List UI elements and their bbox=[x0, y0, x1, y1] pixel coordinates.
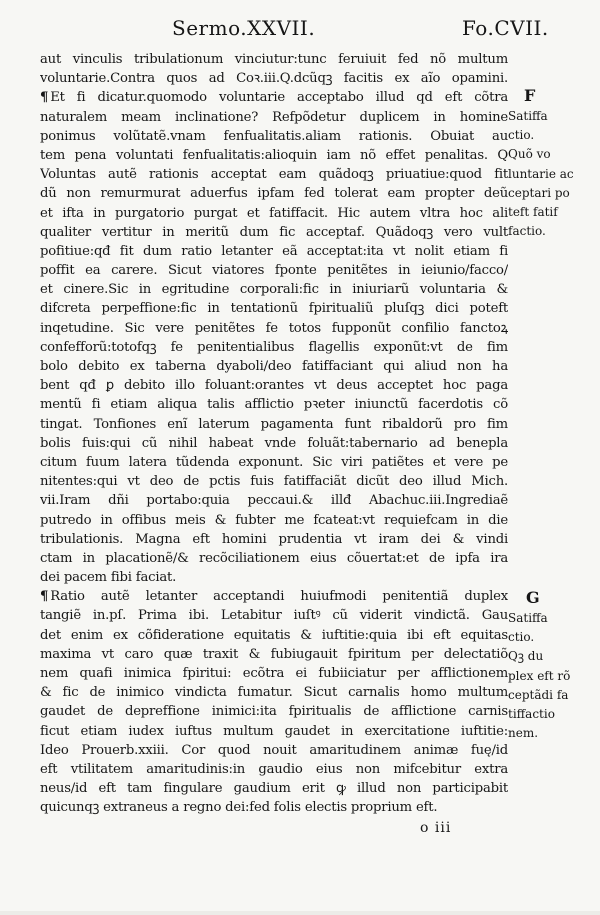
text-line bbox=[40, 88, 508, 107]
text-line: confefforũ:totofqꝫ fe penitentialibus flagellis exponũt:vt de fim bbox=[40, 339, 508, 355]
marginal-note-line: Quõ vo bbox=[508, 147, 551, 162]
text-line: ctam in placationẽ/& recõciliationem eius cõuertat:et de ipfa ira bbox=[40, 550, 508, 566]
marginal-note-line: luntarie ac bbox=[508, 166, 574, 181]
marginal-section-letter-g: G bbox=[526, 588, 540, 607]
text-line: dũ non remurmurat aduerfus ipfam fed tolerat eam propter deũ bbox=[40, 186, 508, 202]
text-line: det enim ex cõfideratione equitatis & iuftitie:quia ibi eft equitas bbox=[40, 627, 508, 643]
marginal-note-line: ceptãdi fa bbox=[508, 687, 569, 702]
text-line: tingat. Tonfiones enĩ laterum pagamenta funt ribaldorũ pro fim bbox=[40, 416, 508, 432]
text-line: tangiẽ in.pſ. Prima ibi. Letabitur iuſtꝰ cũ viderit vindictã. Gau bbox=[40, 608, 508, 624]
folio-number: Fo.CVII. bbox=[462, 16, 549, 40]
text-line: & fic de inimico vindicta fumatur. Sicut carnalis homo multum bbox=[40, 685, 508, 701]
page-header bbox=[0, 16, 600, 46]
marginal-note-line: nem. bbox=[508, 726, 539, 741]
marginal-note-f bbox=[508, 107, 578, 241]
main-text-column bbox=[40, 50, 508, 818]
text-line: pofitiue:qđ fit dum ratio letanter eã acceptat:ita vt nolit etiam fi bbox=[40, 243, 508, 259]
text-line: bolis fuis:qui cũ nihil habeat vnde foluãt:tabernario ad benepla bbox=[40, 435, 508, 451]
text-line: maxima vt caro quæ traxit & fubiugauit fpiritum per delectatiõ bbox=[40, 646, 508, 662]
text-line: neus/id eft tam fingulare gaudium erit ꝙ illud non participabit bbox=[40, 781, 508, 797]
text-line: voluntarie.Contra quos ad Coꝛ.iii.Q.dcũqꝫ facitis ex aĩo opamini. bbox=[40, 71, 508, 87]
marginal-section-letter-f: F bbox=[524, 86, 536, 105]
text-line: Ideo Prouerb.xxiii. Cor quod nouit amaritudinem animæ fuę/id bbox=[40, 742, 508, 758]
text-line: naturalem meam inclinatione? Refpõdetur duplicem in homine bbox=[40, 109, 508, 125]
marginal-note-line: Satiffa bbox=[508, 611, 548, 625]
text-line: eft vtilitatem amaritudinis:in gaudio eius non mifcebitur extra bbox=[40, 761, 508, 777]
marginal-note-line: factio. bbox=[508, 224, 546, 239]
text-line: gaudet de depreffione inimici:ita fpiritualis de afflictione carnis bbox=[40, 704, 508, 720]
marginal-note-g bbox=[508, 609, 578, 743]
text-line: qualiter vertitur in meritũ dum fic acceptaf. Quãdoqꝫ vero vult bbox=[40, 224, 508, 240]
marginal-note-line: ceptari po bbox=[508, 185, 570, 200]
text-line: tem pena voluntati fenfualitatis:alioquin iam nõ effet penalitas. Q bbox=[40, 147, 508, 163]
text-line: ponimus volũtatẽ.vnam fenfualitatis.aliam rationis. Obuiat au bbox=[40, 128, 508, 144]
pilcrow-icon: ¶ bbox=[40, 90, 49, 106]
marginal-note-line: tiffactio bbox=[508, 707, 555, 722]
text-line: vii.Iram dñi portabo:quia peccaui.& illđ Abachuc.iii.Ingrediaẽ bbox=[40, 493, 508, 509]
text-line: difcreta perpeffione:fic in tentationũ fpiritualiũ pluſqꝫ dici poteft bbox=[40, 301, 508, 317]
text-line: inqetudine. Sic vere penitẽtes fe totos fupponũt confilio fanctoꝝ bbox=[40, 320, 508, 336]
text-line: Voluntas autẽ rationis acceptat eam quãdoqꝫ priuatiue:quod fit bbox=[40, 167, 508, 183]
text-line: dei pacem fibi faciat. bbox=[40, 570, 177, 586]
marginal-note-line: Qꝫ du bbox=[508, 649, 544, 664]
marginal-note-line: plex eft rõ bbox=[508, 668, 571, 683]
text-line: putredo in offibus meis & fubter me fcateat:vt requiefcam in die bbox=[40, 512, 508, 528]
marginal-note-line: teft fatif bbox=[508, 205, 558, 220]
marginal-note-line: Satiffa bbox=[508, 109, 548, 123]
text-line: mentũ fi etiam aliqua talis afflictio pꝛeter iniunctũ facerdotis cõ bbox=[40, 397, 508, 413]
text-line bbox=[40, 587, 508, 606]
text-line: aut vinculis tribulationum vinciutur:tunc feruiuit fed nõ multum bbox=[40, 52, 508, 67]
text-line: bent qđ ꝑ debito illo foluant:orantes vt deus acceptet hoc paga bbox=[40, 378, 508, 394]
text-line-content: Ratio autẽ letanter acceptandi huiufmodi penitentiã duplex bbox=[50, 589, 508, 605]
marginal-note-line: ctio. bbox=[508, 128, 535, 143]
text-line: tribulationis. Magna eft homini prudentia vt iram dei & vindi bbox=[40, 531, 508, 547]
text-line: nem quafi inimica fpiritui: ecõtra ei fubiiciatur per afflictionem bbox=[40, 666, 508, 681]
marginal-note-line: ctio. bbox=[508, 630, 535, 645]
signature-mark: o iii bbox=[420, 820, 452, 836]
text-line: et ifta in purgatorio purgat et fatiffacit. Hic autem vltra hoc ali bbox=[40, 205, 508, 221]
page-edge bbox=[0, 911, 600, 915]
text-line-content: Et fi dicatur.quomodo voluntarie acceptabo illud qd eft cõtra bbox=[50, 90, 508, 106]
text-line: citum fuum latera tũdenda exponunt. Sic viri patiẽtes et vere pe bbox=[40, 454, 508, 470]
running-title: Sermo.XXVII. bbox=[172, 16, 316, 40]
text-line: bolo debito ex taberna dyaboli/deo fatiffaciant qui aliud non ha bbox=[40, 359, 508, 374]
text-line: et cinere.Sic in egritudine corporali:fic in iniuriarũ voluntaria & bbox=[40, 282, 508, 298]
text-line: quicunqꝫ extraneus a regno dei:fed folis electis proprium eft. bbox=[40, 800, 438, 816]
pilcrow-icon: ¶ bbox=[40, 589, 49, 605]
text-line: ficut etiam iudex iuftus multum gaudet in exercitatione iuftitie: bbox=[40, 723, 508, 739]
text-line: poffit ea carere. Sicut viatores fponte penitẽtes in ieiunio/facco/ bbox=[40, 263, 508, 279]
text-line: nitentes:qui vt deo de pctis fuis fatiffaciãt dicũt deo illud Mich. bbox=[40, 474, 508, 490]
